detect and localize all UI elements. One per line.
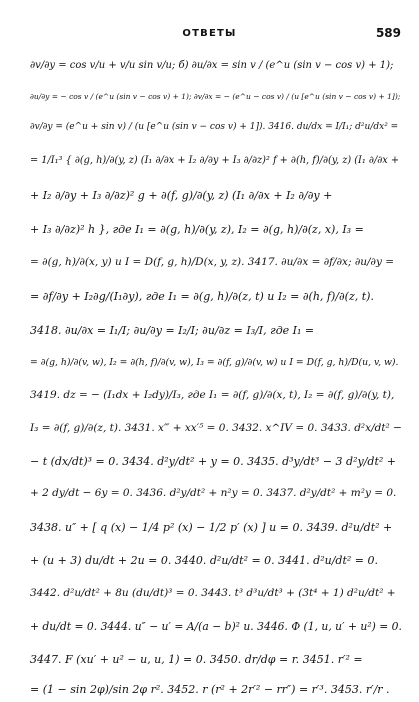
answer-line: = (1 − sin 2φ)/sin 2φ r². 3452. r (r² + 2r′² − rr″) = r′³. 3453. r′/r .: [30, 682, 390, 696]
page-number: 589: [375, 26, 401, 40]
answer-line: 3418. ∂u/∂x = I₁/I; ∂u/∂y = I₂/I; ∂u/∂z = I₃/I, где I₁ =: [30, 323, 315, 337]
answer-line: + 2 dy/dt − 6y = 0. 3436. d²y/dt² + n²y = 0. 3437. d²y/dt² + m²y = 0.: [30, 486, 397, 499]
answer-line: = ∂(g, h)/∂(x, y) и I = D(f, g, h)/D(x, y, z). 3417. ∂u/∂x = ∂f/∂x; ∂u/∂y =: [30, 255, 395, 268]
answer-line: ∂v/∂y = cos v/u + v/u sin v/u; б) ∂u/∂x = sin v / (e^u (sin v − cos v) + 1);: [30, 59, 394, 71]
answer-line: 3447. F (xu′ + u² − u, u, 1) = 0. 3450. dr/dφ = r. 3451. r′² =: [30, 652, 363, 666]
answer-line: + (u + 3) du/dt + 2u = 0. 3440. d²u/dt² = 0. 3441. d²u/dt² = 0.: [30, 553, 378, 567]
running-title: ОТВЕТЫ: [182, 28, 237, 39]
answer-line: 3438. u″ + [ q (x) − 1/4 p² (x) − 1/2 p′ (x) ] u = 0. 3439. d²u/dt² +: [30, 520, 393, 534]
answer-line: 3442. d²u/dt² + 8u (du/dt)³ = 0. 3443. t³ d³u/dt³ + (3t⁴ + 1) d²u/dt² +: [30, 586, 396, 599]
answer-line: − t (dx/dt)³ = 0. 3434. d²y/dt² + y = 0. 3435. d³y/dt³ − 3 d²y/dt² +: [30, 454, 396, 468]
answer-line: = ∂f/∂y + I₂∂g/(I₁∂y), где I₁ = ∂(g, h)/∂(z, t) и I₂ = ∂(h, f)/∂(z, t).: [30, 289, 374, 303]
answer-line: ∂u/∂y = − cos v / (e^u (sin v − cos v) + 1); ∂v/∂x = − (e^u − cos v) / (u [e^u (sin v − cos v) + 1]);: [30, 91, 401, 101]
answer-line: + I₂ ∂/∂y + I₃ ∂/∂z)² g + ∂(f, g)/∂(y, z) (I₁ ∂/∂x + I₂ ∂/∂y +: [30, 188, 333, 202]
answer-line: I₃ = ∂(f, g)/∂(z, t). 3431. x‴ + xx′⁵ = 0. 3432. x^IV = 0. 3433. d²x/dt² −: [30, 421, 402, 434]
answer-line: 3419. dz = − (I₁dx + I₂dy)/I₃, где I₁ = ∂(f, g)/∂(x, t), I₂ = ∂(f, g)/∂(y, t),: [30, 388, 395, 401]
answer-line: = 1/I₁³ { ∂(g, h)/∂(y, z) (I₁ ∂/∂x + I₂ ∂/∂y + I₃ ∂/∂z)² f + ∂(h, f)/∂(y, z) (I₁ ∂/∂x +: [30, 154, 400, 166]
page-header: [0, 26, 419, 42]
answer-line: ∂v/∂y = (e^u + sin v) / (u [e^u (sin v − cos v) + 1]). 3416. du/dx = I/I₁; d²u/dx² =: [30, 121, 399, 132]
answer-line: + I₃ ∂/∂z)² h }, где I₁ = ∂(g, h)/∂(y, z), I₂ = ∂(g, h)/∂(z, x), I₃ =: [30, 222, 364, 236]
answer-line: + du/dt = 0. 3444. u″ − u′ = A/(a − b)² u. 3446. Φ (1, u, u′ + u²) = 0.: [30, 619, 402, 633]
answer-line: = ∂(g, h)/∂(v, w), I₂ = ∂(h, f)/∂(v, w), I₃ = ∂(f, g)/∂(v, w) и I = D(f, g, h)/D(u, v, w).: [30, 356, 399, 368]
